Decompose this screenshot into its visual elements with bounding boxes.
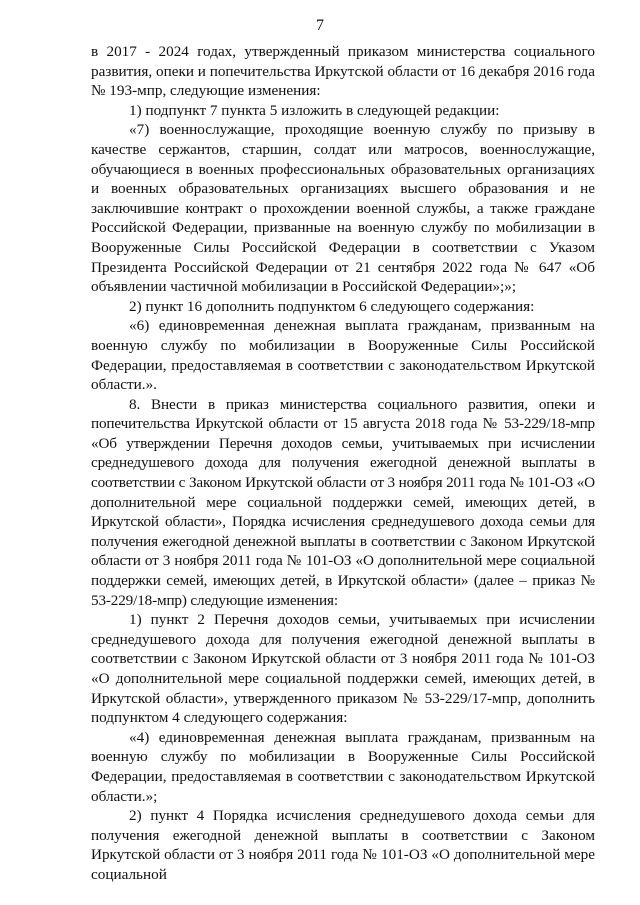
paragraph-subitem-1: 1) подпункт 7 пункта 5 изложить в следующей редакции: [129, 101, 500, 119]
paragraph-clause-8-subitem-2: 2) пункт 4 Порядка исчисления среднедушевого дохода семьи для получения ежегодной денежной выплаты в соответствии с Законом Иркутской области от 3 ноября 2011 года № 101-ОЗ «О дополнительной мере социальной [91, 807, 595, 883]
paragraph-clause-8: 8. Внести в приказ министерства социального развития, опеки и попечительства Иркутской области от 15 августа 2018 года № 53-229/18-мпр «Об утверждении Перечня доходов семьи, учитываемых при исчислении среднедушевого дохода для получения ежегодной денежной выплаты в соответствии с Законом Иркутской области от 3 ноября 2011 года № 101-ОЗ «О дополнительной мере социальной поддержки семей, имеющих детей, в Иркутской области», Порядка исчисления среднедушевого дохода семьи для получения ежегодной денежной выплаты в соответствии с Законом Иркутской области от 3 ноября 2011 года № 101-ОЗ «О дополнительной мере социальной поддержки семей, имеющих детей, в Иркутской области» (далее – приказ № 53-229/18-мпр) следующие изменения: [91, 395, 595, 609]
page-number: 7 [316, 17, 324, 34]
paragraph-clause-8-subitem-1: 1) пункт 2 Перечня доходов семьи, учитываемых при исчислении среднедушевого дохода для получения ежегодной денежной выплаты в соответствии с Законом Иркутской области от 3 ноября 2011 года № 101-ОЗ «О дополнительной мере социальной поддержки семей, имеющих детей, в Иркутской области», утвержденного приказом № 53-229/17-мпр, дополнить подпунктом 4 следующего содержания: [91, 611, 595, 727]
paragraph-quoted-item-6: «6) единовременная денежная выплата гражданам, призванным на военную службу по мобилизации в Вооруженные Силы Российской Федерации, предоставляемая в соответствии с законодательством Иркутской области.». [91, 317, 595, 394]
paragraph-quoted-item-4: «4) единовременная денежная выплата гражданам, призванным на военную службу по мобилизации в Вооруженные Силы Российской Федерации, предоставляемая в соответствии с законодательством Иркутской области.»; [91, 728, 595, 805]
paragraph-continuation: в 2017 - 2024 годах, утвержденный приказом министерства социального развития, опеки и попечительства Иркутской области от 16 декабря 2016 года № 193-мпр, следующие изменения: [91, 43, 595, 100]
paragraph-quoted-item-7: «7) военнослужащие, проходящие военную службу по призыву в качестве сержантов, старшин, солдат или матросов, военнослужащие, обучающиеся в военных профессиональных образовательных организациях и военных образовательных организациях высшего образования и не заключившие контракт о прохождении военной службы, а также граждане Российской Федерации, призванные на военную службу по мобилизации в Вооруженные Силы Российской Федерации в соответствии с Указом Президента Российской Федерации от 21 сентября 2022 года № 647 «Об объявлении частичной мобилизации в Российской Федерации»;»; [91, 121, 595, 296]
document-body [91, 42, 595, 885]
paragraph-subitem-2: 2) пункт 16 дополнить подпунктом 6 следующего содержания: [129, 297, 535, 315]
